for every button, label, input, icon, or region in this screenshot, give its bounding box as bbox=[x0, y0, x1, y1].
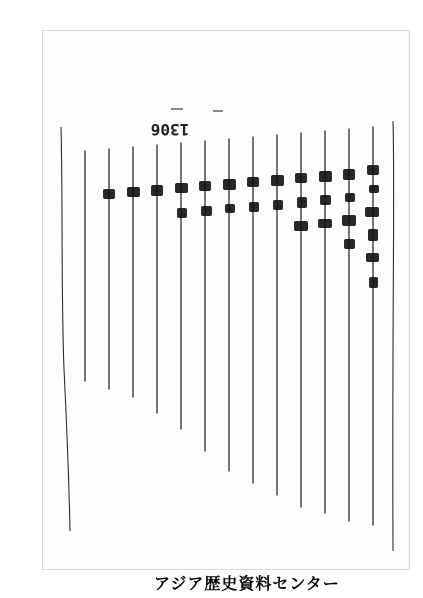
scanned-manuscript bbox=[42, 30, 410, 570]
manuscript-lines bbox=[43, 31, 409, 569]
archive-footer: アジア歴史資料センター bbox=[154, 574, 340, 593]
page-number: 1306 bbox=[150, 120, 190, 139]
